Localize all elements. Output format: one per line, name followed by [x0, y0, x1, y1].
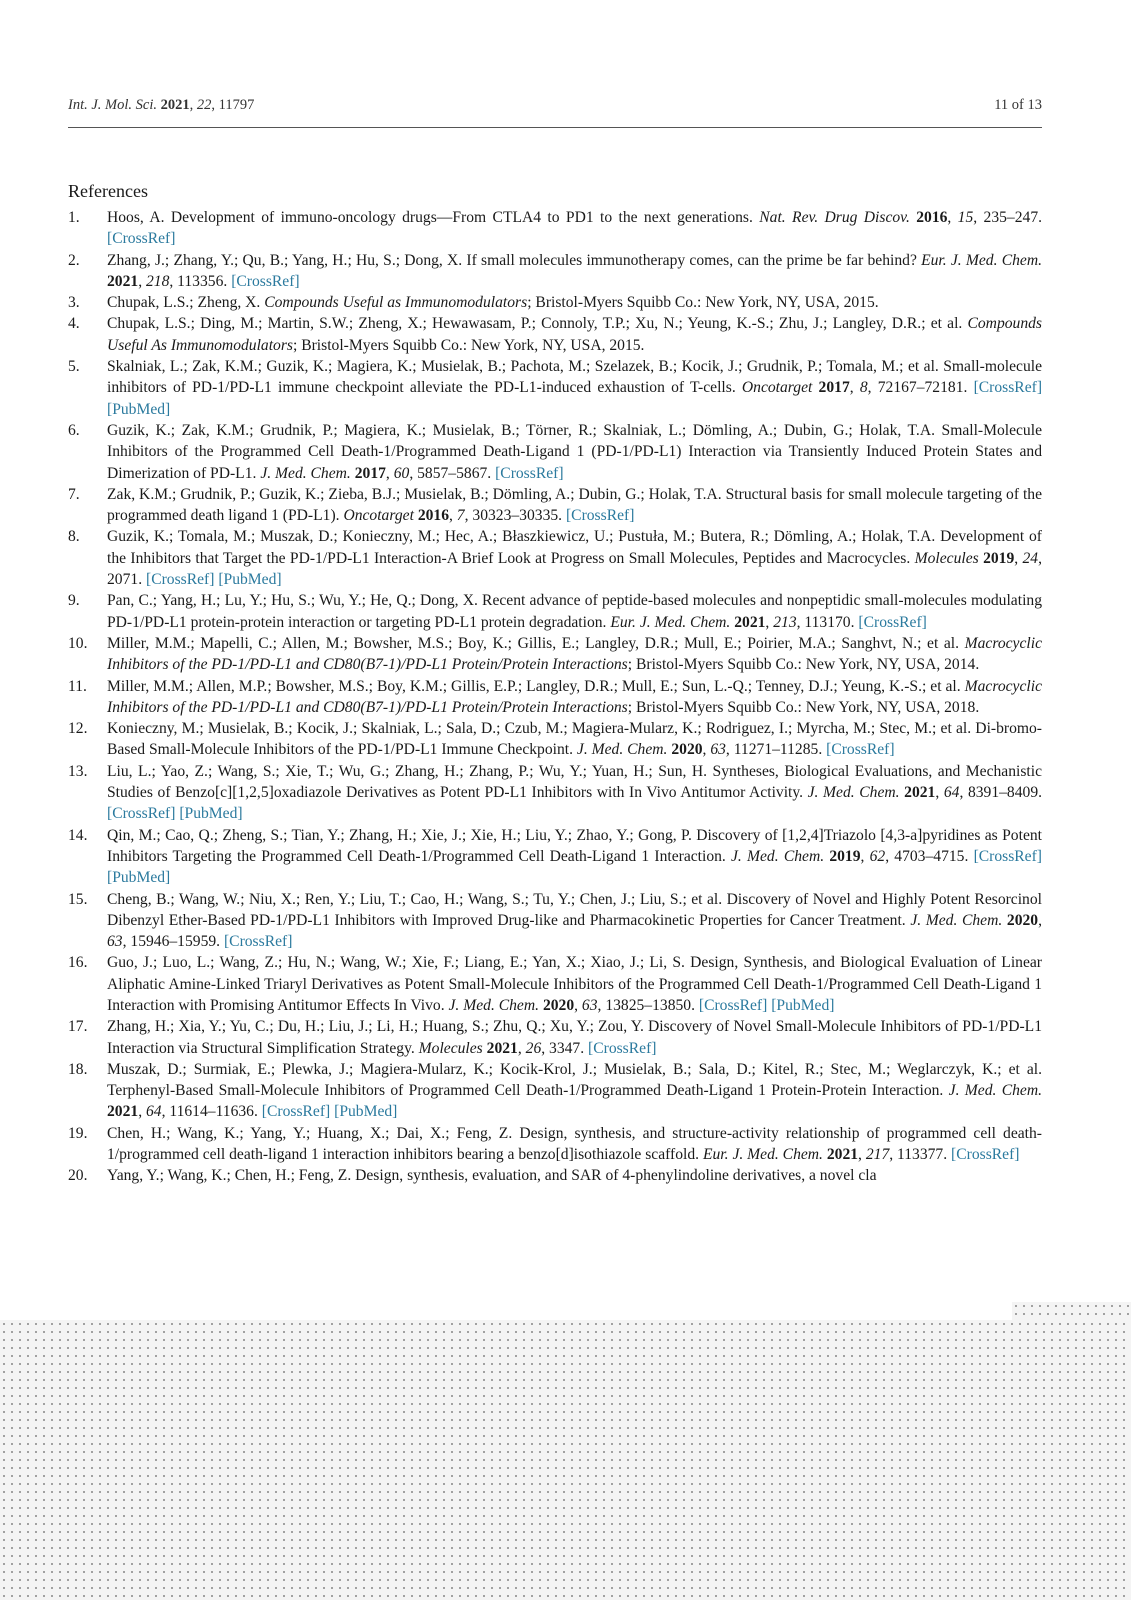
reference-item — [68, 676, 1042, 719]
reference-number: 9. — [68, 592, 80, 610]
reference-text: Chupak, L.S.; Ding, M.; Martin, S.W.; Zheng, X.; Hewawasam, P.; Connoly, T.P.; Xu, N.; Yeung, K.-S.; Zhu, J.; Langley, D.R.; et al. Compounds Useful As Immunomodulators; Bristol-Myers Squibb Co.: New York, NY, USA, 2015. — [107, 315, 1042, 354]
reference-item — [68, 633, 1042, 676]
crossref-link[interactable]: [CrossRef] — [858, 613, 927, 631]
pages: 13825–13850. — [605, 996, 695, 1014]
journal-name: J. Med. Chem. — [948, 1082, 1042, 1100]
pages: 8391–8409. — [967, 784, 1043, 802]
reference-item — [68, 1165, 1042, 1186]
volume: 60 — [393, 464, 410, 482]
volume: 217 — [865, 1146, 890, 1164]
crossref-link[interactable]: [CrossRef] — [495, 464, 564, 482]
reference-text: Guo, J.; Luo, L.; Wang, Z.; Hu, N.; Wang, W.; Xie, F.; Liang, E.; Yan, X.; Xiao, J.; Li, S. Design, Synthesis, and Biological Evaluation of Linear Aliphatic Amine-Linked Triaryl Derivatives as Potent Small-Molecule Inhibitors of the Programmed Cell Death-1/Programmed Cell Death-Ligand 1 Interaction with Promising Antitumor Effects In Vivo. J. Med. Chem. 2020, 63, 13825–13850. [CrossRef] [PubMed] — [107, 954, 1042, 1014]
reference-number: 10. — [68, 634, 88, 652]
reference-text: Skalniak, L.; Zak, K.M.; Guzik, K.; Magiera, K.; Musielak, B.; Pachota, M.; Szelazek, B.; Kocik, J.; Grudnik, P.; Tomala, M.; et al. Small-molecule inhibitors of PD-1/PD-L1 immune checkpoint alleviate the PD-L1-induced exhaustion of T-cells. Oncotarget 2017, 8, 72167–72181. [CrossRef] [PubMed] — [107, 358, 1043, 418]
book-title: Macrocyclic Inhibitors of the PD-1/PD-L1 and CD80(B7-1)/PD-L1 Protein/Protein Interactions — [107, 677, 1042, 716]
occlusion-overlay-edge — [1012, 1302, 1131, 1322]
volume: 15 — [957, 209, 974, 226]
journal-citation: Int. J. Mol. Sci. 2021, 22, 11797 — [68, 97, 255, 113]
reference-text: Zak, K.M.; Grudnik, P.; Guzik, K.; Zieba, B.J.; Musielak, B.; Dömling, A.; Dubin, G.; Holak, T.A. Structural basis for small molecule targeting of the programmed death ligand 1 (PD-L1). Oncotarget 2016, 7, 30323–30335. [CrossRef] — [107, 485, 1042, 525]
pages: 72167–72181. — [877, 379, 968, 397]
crossref-link[interactable]: [CrossRef] — [973, 847, 1042, 865]
reference-text: Pan, C.; Yang, H.; Lu, Y.; Hu, S.; Wu, Y.; He, Q.; Dong, X. Recent advance of peptide-based molecules and nonpeptidic small-molecules modulating PD-1/PD-L1 protein-protein interaction or targeting PD-L1 protein degradation. Eur. J. Med. Chem. 2021, 213, 113170. [CrossRef] — [107, 592, 1042, 631]
pub-year: 2020 — [671, 741, 703, 759]
pages: 15946–15959. — [130, 933, 221, 951]
pub-year: 2020 — [1006, 911, 1039, 929]
reference-item — [68, 250, 1042, 293]
book-title: Macrocyclic Inhibitors of the PD-1/PD-L1 and CD80(B7-1)/PD-L1 Protein/Protein Interactions — [107, 634, 1042, 674]
journal-name: Eur. J. Med. Chem. — [610, 613, 731, 631]
volume: 63 — [581, 996, 598, 1014]
crossref-link[interactable]: [CrossRef] — [107, 805, 176, 823]
reference-item — [68, 718, 1042, 761]
pages: 30323–30335. — [472, 507, 563, 525]
pub-year: 2019 — [983, 549, 1015, 567]
journal-name: J. Med. Chem. — [807, 784, 900, 802]
volume: 63 — [107, 933, 123, 951]
journal-name: J. Med. Chem. — [260, 464, 351, 482]
volume: 64 — [943, 784, 960, 802]
crossref-link[interactable]: [CrossRef] — [951, 1146, 1020, 1164]
crossref-link[interactable]: [CrossRef] — [565, 507, 635, 525]
reference-number: 4. — [68, 315, 80, 333]
pages: 11271–11285. — [733, 741, 823, 759]
reference-text: Guzik, K.; Zak, K.M.; Grudnik, P.; Magiera, K.; Musielak, B.; Törner, R.; Skalniak, L.; Dömling, A.; Dubin, G.; Holak, T.A. Small-Molecule Inhibitors of the Programmed Cell Death-1/Programmed Death-Ligand 1 (PD-1/PD-L1) Interaction via Transiently Induced Protein States and Dimerization of PD-L1. J. Med. Chem. 2017, 60, 5857–5867. [CrossRef] — [107, 421, 1042, 482]
reference-number: 11. — [68, 677, 87, 695]
pages: 5857–5867. — [417, 464, 492, 482]
pub-year: 2021 — [107, 272, 139, 290]
crossref-link[interactable]: [CrossRef] — [261, 1103, 331, 1121]
volume: 63 — [710, 741, 726, 759]
pub-year: 2017 — [818, 379, 850, 397]
pubmed-link[interactable]: [PubMed] — [107, 400, 171, 418]
pubmed-link[interactable]: [PubMed] — [107, 869, 171, 887]
journal-name: Molecules — [914, 549, 979, 567]
journal-name: J. Med. Chem. — [731, 847, 825, 865]
reference-item — [68, 590, 1042, 633]
reference-item — [68, 356, 1042, 420]
reference-item — [68, 1059, 1042, 1123]
volume: 26 — [525, 1039, 542, 1057]
pages: 3347. — [549, 1039, 585, 1057]
reference-number: 1. — [68, 209, 80, 226]
reference-item — [68, 761, 1042, 825]
journal-name: Eur. J. Med. Chem. — [921, 251, 1042, 269]
reference-number: 16. — [68, 954, 88, 972]
journal-name: Molecules — [418, 1039, 483, 1057]
crossref-link[interactable]: [CrossRef] — [698, 996, 768, 1014]
reference-item — [68, 825, 1042, 889]
journal-name: Oncotarget — [343, 507, 414, 525]
volume: 213 — [773, 613, 797, 631]
crossref-link[interactable]: [CrossRef] — [146, 571, 215, 589]
reference-list — [68, 207, 1042, 1187]
journal-name: Oncotarget — [741, 379, 813, 397]
pub-year: 2021 — [486, 1039, 518, 1057]
reference-number: 17. — [68, 1018, 88, 1036]
reference-number: 15. — [68, 890, 88, 908]
pub-year: 2017 — [354, 464, 386, 482]
pub-year: 2021 — [826, 1146, 859, 1164]
reference-text: Muszak, D.; Surmiak, E.; Plewka, J.; Magiera-Mularz, K.; Kocik-Krol, J.; Musielak, B.; Sala, D.; Kitel, R.; Stec, M.; Weglarczyk, K.; et al. Terphenyl-Based Small-Molecule Inhibitors of Programmed Cell Death-1/Programmed Death-Ligand 1 Protein-Protein Interaction. J. Med. Chem. 2021, 64, 11614–11636. [CrossRef] [PubMed] — [107, 1060, 1042, 1121]
pages: 11614–11636. — [169, 1103, 258, 1121]
crossref-link[interactable]: [CrossRef] — [223, 933, 293, 951]
reference-number: 5. — [68, 358, 80, 376]
reference-text: Hoos, A. Development of immuno-oncology drugs—From CTLA4 to PD1 to the next generations. Nat. Rev. Drug Discov. 2016, 15, 235–247. [CrossRef] — [107, 209, 1043, 248]
reference-text: Miller, M.M.; Allen, M.P.; Bowsher, M.S.; Boy, K.M.; Gillis, E.P.; Langley, D.R.; Mull, E.; Sun, L.-Q.; Tenney, D.J.; Yeung, K.-S.; et al. Macrocyclic Inhibitors of the PD-1/PD-L1 and CD80(B7-1)/PD-L1 Protein/Protein Interactions; Bristol-Myers Squibb Co.: New York, NY, USA, 2018. — [107, 677, 1042, 716]
reference-text: Cheng, B.; Wang, W.; Niu, X.; Ren, Y.; Liu, T.; Cao, H.; Wang, S.; Tu, Y.; Chen, J.; Liu, S.; et al. Discovery of Novel and Highly Potent Resorcinol Dibenzyl Ether-Based PD-1/PD-L1 Inhibitors with Improved Drug-like and Pharmacokinetic Properties for Cancer Treatment. J. Med. Chem. 2020, 63, 15946–15959. [CrossRef] — [107, 890, 1042, 951]
book-title: Compounds Useful As Immunomodulators — [107, 315, 1042, 354]
reference-text: Guzik, K.; Tomala, M.; Muszak, D.; Konieczny, M.; Hec, A.; Błaszkiewicz, U.; Pustuła, M.; Butera, R.; Dömling, A.; Holak, T.A. Development of the Inhibitors that Target the PD-1/PD-L1 Interaction-A Brief Look at Progress on Small Molecules, Peptides and Macrocycles. Molecules 2019, 24, 2071. [CrossRef] [PubMed] — [107, 528, 1042, 589]
journal-name: J. Med. Chem. — [910, 911, 1003, 929]
page-number: 11 of 13 — [994, 97, 1042, 113]
occlusion-overlay — [0, 1320, 1131, 1600]
crossref-link[interactable]: [CrossRef] — [826, 741, 895, 759]
reference-number: 18. — [68, 1060, 88, 1078]
reference-item — [68, 292, 1042, 313]
journal-name: J. Med. Chem. — [448, 996, 540, 1014]
reference-item — [68, 1123, 1042, 1166]
reference-number: 13. — [68, 762, 88, 780]
crossref-link[interactable]: [CrossRef] — [588, 1039, 657, 1057]
pub-year: 2016 — [417, 507, 449, 525]
pub-year: 2021 — [107, 1103, 139, 1121]
pubmed-link[interactable]: [PubMed] — [179, 805, 243, 823]
reference-number: 6. — [68, 421, 80, 439]
reference-text: Yang, Y.; Wang, K.; Chen, H.; Feng, Z. Design, synthesis, evaluation, and SAR of 4-phenylindoline derivatives, a novel cla — [107, 1167, 877, 1185]
volume: 62 — [869, 847, 886, 865]
reference-item — [68, 484, 1042, 527]
reference-item — [68, 952, 1042, 1016]
pages: 4703–4715. — [894, 847, 969, 865]
reference-number: 8. — [68, 528, 80, 546]
reference-number: 3. — [68, 294, 80, 312]
reference-item — [68, 526, 1042, 590]
volume: 7 — [456, 507, 465, 525]
volume: 64 — [145, 1103, 162, 1121]
reference-item — [68, 420, 1042, 484]
volume: 218 — [145, 272, 170, 290]
crossref-link[interactable]: [CrossRef] — [973, 379, 1043, 397]
volume: 8 — [859, 379, 868, 397]
crossref-link[interactable]: [CrossRef] — [107, 230, 176, 248]
volume: 24 — [1022, 549, 1039, 567]
reference-item — [68, 313, 1042, 356]
pubmed-link[interactable]: [PubMed] — [334, 1103, 398, 1121]
book-title: Compounds Useful as Immunomodulators — [264, 294, 528, 312]
pages: 2071. — [107, 571, 143, 589]
reference-number: 2. — [68, 251, 80, 269]
pages: 235–247. — [983, 209, 1043, 226]
references-heading: References — [68, 181, 148, 201]
reference-text: Liu, L.; Yao, Z.; Wang, S.; Xie, T.; Wu, G.; Zhang, H.; Zhang, P.; Wu, Y.; Yuan, H.; Sun, H. Syntheses, Biological Evaluations, and Mechanistic Studies of Benzo[c][1,2,5]oxadiazole Derivatives as Potent PD-L1 Inhibitors with In Vivo Antitumor Activity. J. Med. Chem. 2021, 64, 8391–8409. [CrossRef] [PubMed] — [107, 762, 1043, 823]
reference-item — [68, 1016, 1042, 1059]
pages: 113356. — [177, 272, 228, 290]
reference-number: 7. — [68, 485, 80, 503]
crossref-link[interactable]: [CrossRef] — [231, 272, 300, 290]
pub-year: 2016 — [916, 209, 948, 226]
reference-number: 19. — [68, 1124, 88, 1142]
reference-item — [68, 207, 1042, 250]
pub-year: 2021 — [734, 613, 766, 631]
journal-name: J. Med. Chem. — [576, 741, 668, 759]
header-divider — [68, 127, 1042, 128]
reference-number: 20. — [68, 1167, 88, 1185]
pages: 113170. — [804, 613, 855, 631]
reference-text: Miller, M.M.; Mapelli, C.; Allen, M.; Bowsher, M.S.; Boy, K.; Gillis, E.; Langley, D.R.; Mull, E.; Poirier, M.A.; Sanghvt, N.; et al. Macrocyclic Inhibitors of the PD-1/PD-L1 and CD80(B7-1)/PD-L1 Protein/Protein Interactions; Bristol-Myers Squibb Co.: New York, NY, USA, 2014. — [107, 634, 1042, 674]
reference-text: Chen, H.; Wang, K.; Yang, Y.; Huang, X.; Dai, X.; Feng, Z. Design, synthesis, and structure-activity relationship of programmed cell death-1/programmed cell death-ligand 1 interaction inhibitors bearing a benzo[d]isothiazole scaffold. Eur. J. Med. Chem. 2021, 217, 113377. [CrossRef] — [107, 1124, 1042, 1164]
journal-name: Nat. Rev. Drug Discov. — [759, 209, 910, 226]
journal-name: Eur. J. Med. Chem. — [702, 1146, 823, 1164]
running-header — [68, 97, 1042, 119]
reference-number: 12. — [68, 720, 88, 738]
pub-year: 2021 — [904, 784, 936, 802]
reference-text: Qin, M.; Cao, Q.; Zheng, S.; Tian, Y.; Zhang, H.; Xie, J.; Xie, H.; Liu, Y.; Zhao, Y.; Gong, P. Discovery of [1,2,4]Triazolo [4,3-a]pyridines as Potent Inhibitors Targeting the Programmed Cell Death-1/Programmed Cell Death-Ligand 1 Interaction. J. Med. Chem. 2019, 62, 4703–4715. [CrossRef] [PubMed] — [107, 826, 1042, 887]
pubmed-link[interactable]: [PubMed] — [771, 996, 835, 1014]
pubmed-link[interactable]: [PubMed] — [218, 571, 282, 589]
pub-year: 2019 — [829, 847, 861, 865]
reference-text: Zhang, H.; Xia, Y.; Yu, C.; Du, H.; Liu, J.; Li, H.; Huang, S.; Zhu, Q.; Xu, Y.; Zou, Y. Discovery of Novel Small-Molecule Inhibitors of PD-1/PD-L1 Interaction via Structural Simplification Strategy. Molecules 2021, 26, 3347. [CrossRef] — [107, 1018, 1042, 1057]
reference-number: 14. — [68, 826, 88, 844]
pub-year: 2020 — [542, 996, 575, 1014]
reference-item — [68, 889, 1042, 953]
reference-text: Chupak, L.S.; Zheng, X. Compounds Useful as Immunomodulators; Bristol-Myers Squibb Co.: New York, NY, USA, 2015. — [107, 294, 879, 312]
reference-text: Zhang, J.; Zhang, Y.; Qu, B.; Yang, H.; Hu, S.; Dong, X. If small molecules immunotherapy comes, can the prime be far behind? Eur. J. Med. Chem. 2021, 218, 113356. [CrossRef] — [107, 251, 1042, 290]
pages: 113377. — [897, 1146, 948, 1164]
reference-text: Konieczny, M.; Musielak, B.; Kocik, J.; Skalniak, L.; Sala, D.; Czub, M.; Magiera-Mularz, K.; Rodriguez, I.; Myrcha, M.; Stec, M.; et al. Di-bromo-Based Small-Molecule Inhibitors of the PD-1/PD-L1 Immune Checkpoint. J. Med. Chem. 2020, 63, 11271–11285. [CrossRef] — [107, 720, 1042, 759]
